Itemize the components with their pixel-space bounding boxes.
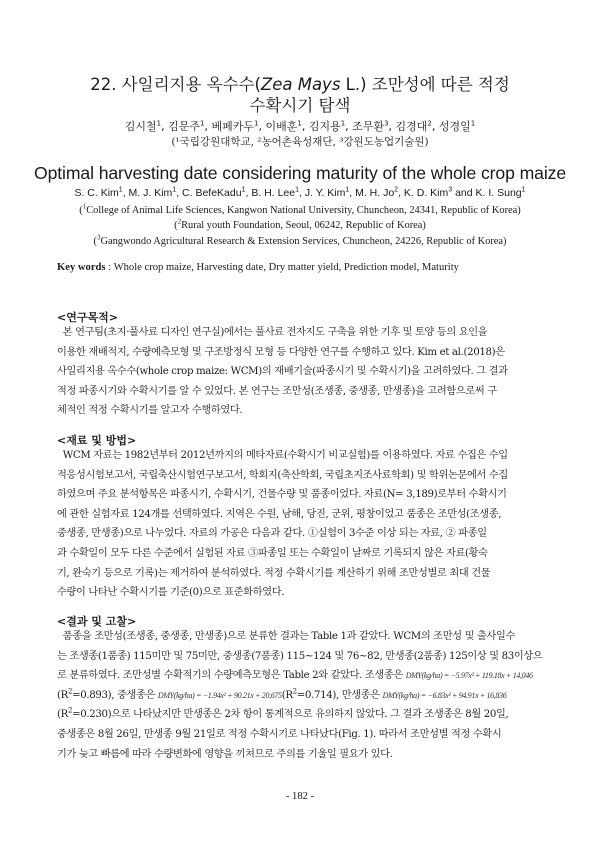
equation-early: DMY(kg/ha) = −5.97x² + 119.18x + 14,046: [405, 671, 533, 681]
keywords-label: Key words: [57, 262, 106, 273]
title-korean-line1: 22. 사일리지용 옥수수(Zea Mays L.) 조만성에 따른 적정: [90, 75, 510, 94]
author: M. H. Jo$^2$: [355, 186, 399, 199]
text-line: 하였으며 주요 분석항목은 파종시기, 수확시기, 건물수량 및 품종이었다. 자료(N= 3,189)로부터 수확시기: [57, 489, 507, 501]
affiliation-english-2: ($^2$Rural youth Foundation, Seoul, 06242, Republic of Korea): [174, 217, 426, 231]
heading-methods: <재료 및 방법>: [57, 434, 137, 447]
results-line: 중생종은 8월 26일, 만생종 9월 21일로 적정 수확시기로 나타났다(Fig. 1). 따라서 조만성별 적정 수확시: [57, 728, 502, 740]
results-line: 는 조생종(1품종) 115미만 및 75미만, 중생종(7품종) 115~124 및 76~82, 만생종(2품종) 125이상 및 83이상으: [57, 650, 543, 662]
heading-results: <결과 및 고찰>: [57, 615, 137, 628]
author: J. Y. Kim$^1$: [304, 186, 350, 199]
text-line: 이용한 재배적지, 수량예측모형 및 구조방정식 모형 등 다양한 연구를 수행하고 있다. Kim et al.(2018)은: [57, 346, 505, 358]
text-line: 체적인 적정 수확시기를 알고자 수행하였다.: [57, 405, 243, 417]
text-line: 에 관한 실험자료 124개를 선택하였다. 지역은 수원, 남해, 당진, 군위, 평창이었고 품종은 조만성(조생종,: [57, 508, 502, 520]
title-korean-line2: 수확시기 탐색: [249, 96, 351, 115]
text-line: 기, 완숙기 등으로 기록)는 제거하여 분석하였다. 적정 수확시기를 계산하기 위해 조만성별로 최대 건물: [57, 567, 491, 579]
author: 김지용$^1$: [308, 119, 346, 133]
results-line: 로 분류하였다. 조만성별 수확적기의 수량예측모형은 Table 2와 같았다. 조생종은 DMY(kg/ha) = −5.97x² + 119.18x + 14,046: [57, 670, 533, 682]
author: 조무환$^3$: [352, 119, 389, 133]
results-line: 기가 늦고 빠름에 따라 수량변화에 영향을 끼쳐므로 주의를 기울일 필요가 있다.: [57, 748, 393, 760]
paragraph-purpose: [57, 323, 543, 421]
title-korean: [40, 74, 560, 116]
author: 김시철$^1$: [124, 119, 162, 133]
author: 성경일$^1$: [438, 119, 476, 133]
authors-korean: 김시철$^1$, 김문주$^1$, 베페카두$^1$, 이배훈$^1$, 김지용$^1$, 조무환$^3$, 김경대$^2$, 성경일$^1$: [124, 119, 476, 133]
keywords-text: : Whole crop maize, Harvesting date, Dry matter yield, Prediction model, Maturity: [105, 262, 459, 273]
results-line: 품종을 조만성(조생종, 중생종, 만생종)으로 분류한 결과는 Table 1과 같았다. WCM의 조만성 및 출사일수: [57, 631, 515, 642]
affiliation-english-3: ($^3$Gangwondo Agricultural Research & Extension Services, Chuncheon, 24226, Republic of Korea): [93, 233, 507, 247]
author: K. I. Sung$^1$: [475, 186, 526, 199]
equation-late: DMY(kg/ha) = −6.83x² + 94.91x + 16,836: [382, 690, 507, 700]
text-line: 수량이 나타난 수확시기를 기준(0)으로 표준화하였다.: [57, 587, 285, 599]
equation-mid: DMY(kg/ha) = −1.94x² + 90.21x + 20,675: [157, 690, 282, 700]
affiliation-english-1: ($^1$College of Animal Life Sciences, Kangwon National University, Chuncheon, 24341, Republic of Korea): [79, 202, 521, 216]
results-line: $(R^2=0.230)$으로 나타났지만 만생종은 2차 항이 통계적으로 유의하지 않았다. 그 결과 조생종은 8월 20일,: [57, 706, 509, 721]
keywords: [57, 262, 557, 273]
title-english: Optimal harvesting date considering maturity of the whole crop maize: [33, 163, 567, 183]
author: 이배훈$^1$: [265, 119, 302, 133]
text-line: 중생종, 만생종)으로 나누었다. 자료의 가공은 다음과 같다. ①실험이 3수준 이상 되는 자료, ② 파종일: [57, 528, 487, 540]
text-line: 사일리지용 옥수수(whole crop maize: WCM)의 재배기술(파종시기 및 수확시기)을 고려하였다. 그 결과: [57, 366, 508, 378]
author: M. J. Kim$^1$: [128, 186, 177, 199]
text-line: 적응성시험보고서, 국립축산시험연구보고서, 학회지(축산학회, 국립초지조사료학회) 및 학위논문에서 수집: [57, 469, 508, 481]
affiliations-korean: (¹국립강원대학교, ²농어촌육성재단, ³강원도농업기술원): [171, 136, 429, 148]
author: 베페카두$^1$: [211, 119, 259, 133]
text-line: 과 수확일이 모두 다른 수준에서 실험된 자료 ③파종일 또는 수확일이 날짜로 기록되지 않은 자료(황숙: [57, 547, 488, 559]
page-number: - 182 -: [285, 791, 315, 802]
authors-english: S. C. Kim$^1$, M. J. Kim$^1$, C. BefeKadu$^1$, B. H. Lee$^1$, J. Y. Kim$^1$, M. H. Jo$^2$, K. D. Kim$^3$ and K. I. Sung$^1$: [74, 186, 526, 199]
author: S. C. Kim$^1$: [74, 186, 123, 199]
text-line: WCM 자료는 1982년부터 2012년까지의 메타자료(수확시기 비교실험)를 이용하였다. 자료 수집은 수입: [57, 450, 508, 461]
results-line: $(R^2=0.893)$, 중생종은 $DMY(kg/ha) = -1.94x^2 + 90.21x + 20,675(R^2=0.714)$, 만생종은 DMY(kg/ha) = −6.83x² + 94.91x + 16,836: [57, 687, 507, 701]
heading-purpose: <연구목적>: [57, 311, 118, 324]
paragraph-results: [57, 627, 543, 764]
author: B. H. Lee$^1$: [251, 186, 300, 199]
paragraph-methods: [57, 446, 543, 603]
author: K. D. Kim$^3$: [403, 186, 453, 199]
author: 김문주$^1$: [168, 119, 205, 133]
author: C. BefeKadu$^1$: [182, 186, 246, 199]
text-line: 본 연구팀(초지·풀사료 디자인 연구실)에서는 풀사료 전자지도 구축을 위한 기후 및 토양 등의 요인을: [57, 327, 488, 338]
author: 김경대$^2$: [395, 119, 432, 133]
text-line: 적정 파종시기와 수확시기를 알 수 있었다. 본 연구는 조만성(조생종, 중생종, 만생종)을 고려함으로써 구: [57, 385, 497, 397]
